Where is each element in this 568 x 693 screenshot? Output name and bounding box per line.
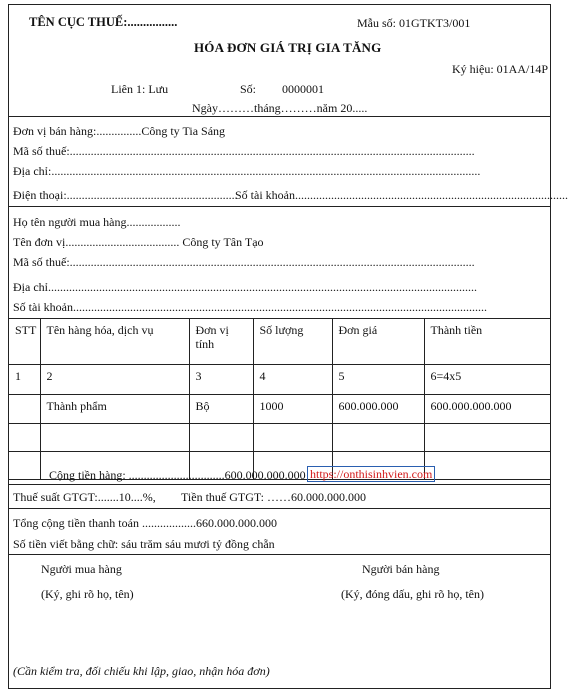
form-code: Mẫu số: 01GTKT3/001 [357, 16, 471, 30]
buyer-signature-label: Người mua hàng [41, 562, 122, 576]
goods-table [9, 318, 550, 480]
table-cell [9, 424, 40, 452]
column-header: Đơn vị tính [189, 319, 253, 365]
seller-tax-code: Mã số thuế:....................................................................................................................................... [13, 144, 475, 158]
table-cell: 1000 [253, 395, 332, 424]
table-row [9, 424, 550, 452]
divider [9, 206, 550, 207]
seller-signature-note: (Ký, đóng dấu, ghi rõ họ, tên) [341, 587, 484, 601]
copy-label: Liên 1: Lưu [111, 82, 169, 96]
watermark-text: https://onthisinhvien.com [307, 466, 435, 482]
column-header: Tên hàng hóa, dịch vụ [40, 319, 189, 365]
column-header: Đơn giá [332, 319, 424, 365]
tax-department: TÊN CỤC THUẾ:................ [29, 15, 178, 29]
buyer-account: Số tài khoản.......................................................................................................................................... [13, 300, 487, 314]
goods-total: Cộng tiền hàng: ................................600.000.000.000 [49, 468, 306, 482]
seller-account: Số tài khoản........................................................................................... [235, 188, 568, 202]
column-header: Thành tiền [424, 319, 550, 365]
buyer-tax-code: Mã số thuế:....................................................................................................................................... [13, 255, 475, 269]
table-cell [332, 424, 424, 452]
column-numbering-row [9, 365, 550, 395]
buyer-address: Địa chỉ............................................................................................................................................... [13, 280, 477, 294]
invoice-number-label: Số: [240, 82, 257, 96]
table-cell: 2 [40, 365, 189, 395]
buyer-fullname: Họ tên người mua hàng.................. [13, 215, 181, 229]
invoice-number-value: 0000001 [282, 82, 324, 96]
table-cell [424, 452, 550, 480]
divider [9, 508, 550, 509]
table-cell: Thành phẩm [40, 395, 189, 424]
amount-in-words: Số tiền viết bằng chữ: sáu trăm sáu mươi tỷ đồng chẵn [13, 537, 275, 551]
table-cell [9, 395, 40, 424]
column-header: Số lượng [253, 319, 332, 365]
table-cell: 6=4x5 [424, 365, 550, 395]
table-header-row [9, 319, 550, 365]
footer-note: (Cần kiểm tra, đối chiếu khi lập, giao, nhận hóa đơn) [13, 664, 270, 678]
table-cell: 1 [9, 365, 40, 395]
seller-phone: Điện thoại:......................................................... [13, 188, 238, 202]
watermark-link[interactable] [307, 467, 435, 481]
divider [9, 484, 550, 485]
seller-signature-label: Người bán hàng [362, 562, 440, 576]
table-cell: Bộ [189, 395, 253, 424]
table-cell [253, 424, 332, 452]
table-cell [9, 452, 40, 480]
vat-amount: Tiền thuế GTGT: ……60.000.000.000 [181, 490, 366, 504]
table-cell: 4 [253, 365, 332, 395]
date-line: Ngày………tháng………năm 20..... [192, 101, 368, 115]
vat-rate: Thuế suất GTGT:.......10....%, [13, 490, 156, 504]
column-header: STT [9, 319, 40, 365]
table-cell: 3 [189, 365, 253, 395]
table-cell: 5 [332, 365, 424, 395]
table-row [9, 395, 550, 424]
seller-address: Địa chỉ:............................................................................................................................................... [13, 164, 481, 178]
seller-name: Đơn vị bán hàng:...............Công ty Tia Sáng [13, 124, 226, 138]
grand-total: Tổng cộng tiền thanh toán ..................660.000.000.000 [13, 516, 277, 530]
invoice-title: HÓA ĐƠN GIÁ TRỊ GIA TĂNG [194, 40, 382, 55]
table-cell [40, 424, 189, 452]
buyer-signature-note: (Ký, ghi rõ họ, tên) [41, 587, 134, 601]
divider [9, 116, 550, 117]
table-cell [424, 424, 550, 452]
table-cell [189, 424, 253, 452]
invoice-frame [8, 4, 568, 689]
buyer-company: Tên đơn vị...................................... Công ty Tân Tạo [13, 235, 264, 249]
table-cell: 600.000.000.000 [424, 395, 550, 424]
invoice-symbol: Ký hiệu: 01AA/14P [452, 62, 548, 76]
divider [9, 554, 550, 555]
table-cell: 600.000.000 [332, 395, 424, 424]
